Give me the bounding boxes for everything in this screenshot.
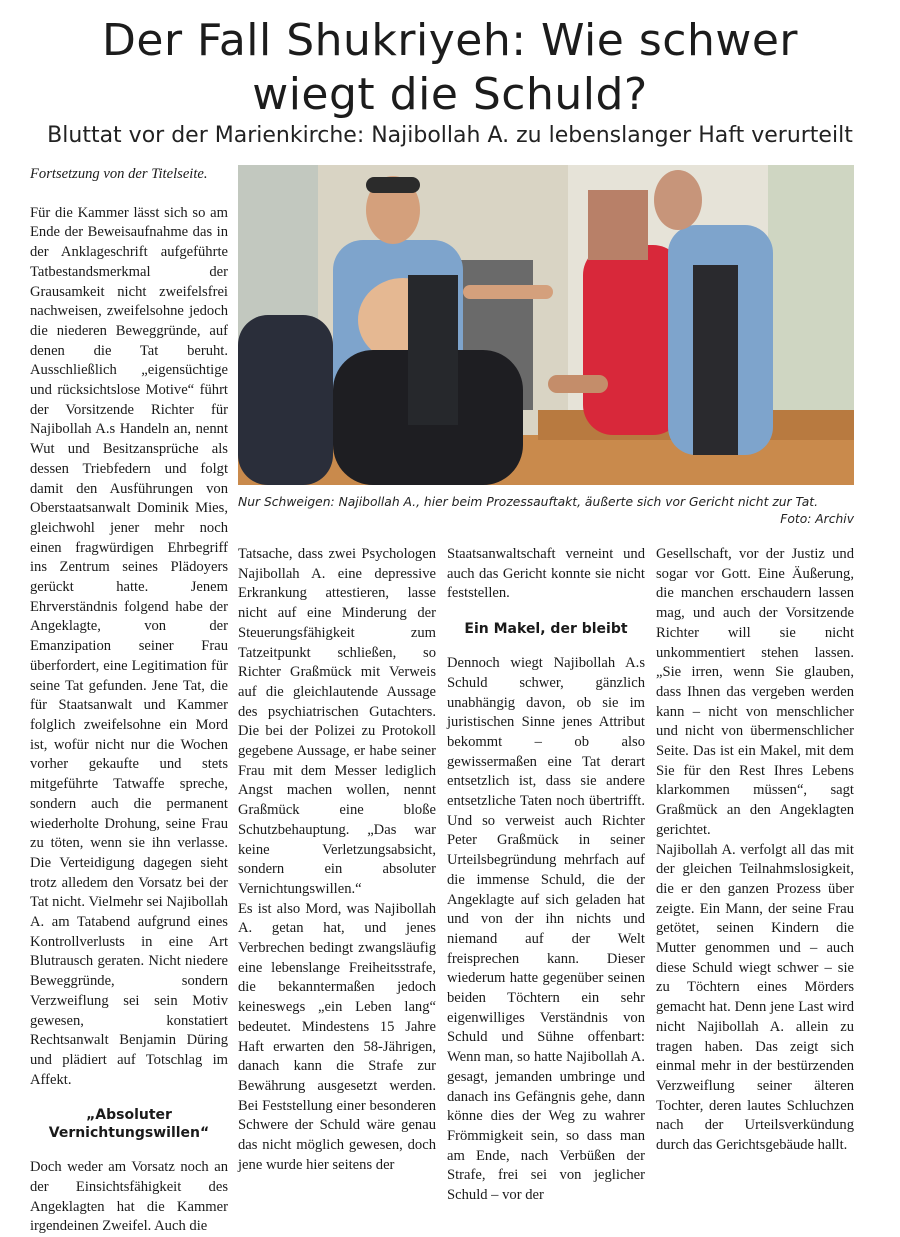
- column-3: [447, 545, 645, 1206]
- caption-text: Nur Schweigen: Najibollah A., hier beim Prozessauftakt, äußerte sich vor Gericht nicht zur Tat.: [238, 495, 819, 509]
- courtroom-photo: [238, 165, 854, 485]
- body-paragraph: Staatsanwaltschaft verneint und auch das Gericht konnte sie nicht feststellen.: [447, 546, 645, 602]
- headline-line-1: Der Fall Shukriyeh: Wie schwer: [102, 15, 798, 66]
- officer-left-vest: [408, 275, 458, 425]
- section-subtitle-vernichtungswillen: „Absoluter Vernichtungswillen“: [48, 1107, 210, 1142]
- continuation-note: Fortsetzung von der Titelseite.: [30, 166, 208, 182]
- column-2: [238, 545, 436, 1176]
- column-4: [656, 545, 854, 1156]
- officer-right-head: [654, 170, 702, 230]
- defendant-blurred-face: [588, 190, 648, 260]
- body-paragraph: Doch weder am Vorsatz noch an der Einsichtsfähigkeit des Angeklagten hat die Kammer irgendeinen Zweifel. Auch die: [30, 1159, 228, 1235]
- defendant-hands: [548, 375, 608, 393]
- section-subtitle-makel: Ein Makel, der bleibt: [464, 621, 628, 638]
- body-paragraph: Gesellschaft, vor der Justiz und sogar vor Gott. Eine Äußerung, die manchen erschaudern lassen mag, und auch der Vorsitzende Richter will sie nicht unkommentiert stehen lassen. „Sie irren, wenn Sie glauben, dass Ihnen das vergeben werden kann – nicht von menschlicher und nicht von übermenschlicher Seite. Das ist ein Makel, mit dem Sie für den Rest Ihres Lebens klarkommen müssen“, sagt Graßmück an den Angeklagten gerichtet.: [656, 546, 854, 838]
- headline: [0, 14, 900, 122]
- officer-left-hair: [366, 177, 420, 193]
- body-paragraph: Najibollah A. verfolgt all das mit der gleichen Teilnahmslosigkeit, die er den ganzen Prozess über zeigte. Ein Mann, der seine Frau getötet, seinen Kindern die Mutter genommen und – auch diese Schuld wiegt schwer – sie zu Töchtern eines Mörders gemacht hat. Denn jene Last wird nicht Najibollah A. allein zu tragen haben. Das zeigt sich einmal mehr in der bestürzenden Verzweiflung seiner älteren Tochter, deren lautes Schluchzen nach der Urteilsverkündung durch das Gerichtsgebäude hallt.: [656, 841, 854, 1154]
- headline-line-2: wiegt die Schuld?: [252, 69, 648, 120]
- photo-credit: Foto: Archiv: [780, 512, 854, 526]
- body-paragraph: Tatsache, dass zwei Psychologen Najibollah A. eine depressive Erkrankung attestieren, lasse nicht auf eine Minderung der Steuerungsfähigkeit zum Tatzeitpunkt schließen, so Richter Graßmück mit Verweis auf die gleichlautende Aussage des psychiatrischen Gutachters. Die bei der Polizei zu Protokoll gegebene Aussage, er habe seiner Frau mit dem Messer lediglich Angst machen wollen, nennt Graßmück eine bloße Schutzbehauptung. „Das war keine Verletzungsabsicht, sondern ein absoluter Vernichtungswillen.“: [238, 546, 436, 897]
- officer-left-arm: [463, 285, 553, 299]
- subheadline: Bluttat vor der Marienkirche: Najibollah A. zu lebenslanger Haft verurteilt: [47, 123, 853, 148]
- person-left-suit: [238, 315, 333, 485]
- courtroom-photo-illustration: [238, 165, 854, 485]
- officer-right-vest: [693, 265, 738, 455]
- body-paragraph: Für die Kammer lässt sich so am Ende der Beweisaufnahme das in der Anklageschrift aufgeführte Tatbestandsmerkmal der Grausamkeit nicht zweifelsfrei nachweisen, zweifelsohne jedoch die niederen Beweggründe, auf denen die Tat beruht. Ausschließlich „eigensüchtige und rücksichtslose Motive“ führt der Vorsitzende Richter für Najibollah A.s Handeln an, nennt Wut und Besitzansprüche als dessen Triebfedern und folgt damit den Ausführungen von Oberstaatsanwalt Dominik Mies, gleichwohl jener mehr noch einen fragwürdigen Ehrbegriff ins Zentrum seines Plädoyers gerückt hatte. Jenem Ehrverständnis folgend habe der Angeklagte, von der Emanzipation seiner Frau überfordert, eine Legitimation für seine Tat gefunden. Jene Tat, die für Staatsanwalt und Kammer folglich zweifelsohne ein Mord ist, wofür nicht nur die Wochen vorher gekaufte und stets mitgeführte Tatwaffe spreche, sondern auch die permanent wiederholte Drohung, seine Frau zu töten, wenn sie ihn verlasse. Die Verteidigung dagegen sieht trotz alledem den Vorsatz bei der Tat nicht. Vielmehr sei Najibollah A. am Tatabend aufgrund eines Kontrollverlusts in eine Art Blutrausch geraten. Nicht niedere Beweggründe, sondern Verzweiflung sei sein Motiv gewesen, konstatiert Rechtsanwalt Benjamin Düring und plädiert auf Totschlag im Affekt.: [30, 204, 228, 1088]
- body-paragraph: Dennoch wiegt Najibollah A.s Schuld schwer, gänzlich unabhängig davon, ob sie im juristischen Sinne jenes Attribut bekommt – ob also gewissermaßen eine Tat derart entsetzlich ist, dass sie andere entsetzliche Taten noch übertrifft. Und so verweist auch Richter Peter Graßmück in seiner Urteilsbegründung mehrfach auf die immense Schuld, die der Angeklagte auf sich geladen hat und von der ihn nichts und niemand auf der Welt freisprechen kann. Dieser wiederum hatte gegenüber seinen beiden Töchtern ein sehr eigenwilliges Verständnis von Schuld und Sühne offenbart: Wenn man, so hatte Najibollah A. gesagt, jemanden umbringe und danach ins Gefängnis gehe, dann könne dies der Weg zu wahrer Frömmigkeit sein, so dass man am Ende, nach Verbüßen der Strafe, frei sei von jeglicher Schuld – vor der: [447, 655, 645, 1204]
- photo-caption: [238, 494, 854, 528]
- body-paragraph: Es ist also Mord, was Najibollah A. getan hat, und jenes Verbrechen bedingt zwangsläufig eine lebenslange Freiheitsstrafe, die bekanntermaßen jedoch keineswegs „ein Leben lang“ bedeutet. Mindestens 15 Jahre Haft erwarten den 58-Jährigen, danach kann die Strafe zur Bewährung ausgesetzt werden. Bei Feststellung einer besonderen Schwere der Schuld wäre genau das nicht möglich gewesen, doch jene wurde hier seitens der: [238, 900, 436, 1173]
- column-1: [30, 165, 228, 1237]
